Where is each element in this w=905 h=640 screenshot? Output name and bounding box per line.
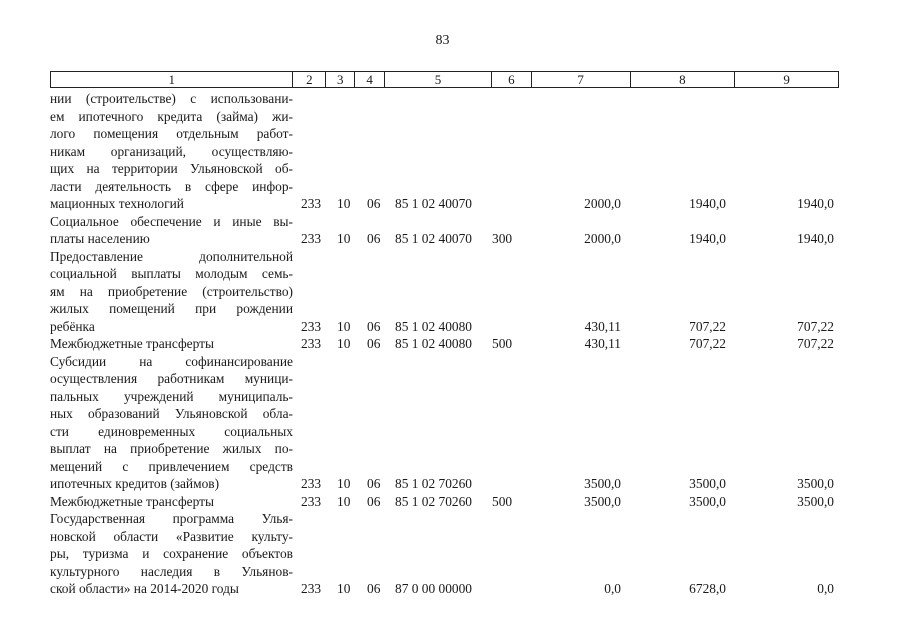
cell-c7: 430,11	[584, 318, 621, 334]
cell-c8: 1940,0	[689, 196, 726, 211]
cell-c3: 10	[337, 493, 351, 509]
description-line: сти единовременных социальных	[50, 423, 293, 439]
row-values	[50, 335, 850, 353]
table-row	[50, 335, 850, 353]
description-line: Социальное обеспечение и иные вы-	[50, 213, 293, 229]
description-line: ем ипотечного кредита (займа) жи-	[50, 108, 293, 124]
cell-c7: 2000,0	[584, 231, 621, 246]
description-line: ры, туризма и сохранение объектов	[50, 546, 293, 561]
row-values	[50, 230, 850, 248]
cell-c5: 85 1 02 70260	[395, 476, 472, 491]
header-col-4: 4	[355, 72, 385, 87]
table-row	[50, 248, 850, 336]
cell-c5: 85 1 02 40070	[395, 231, 472, 246]
description-line: ных образований Ульяновской обла-	[50, 406, 293, 421]
cell-c8: 3500,0	[689, 476, 726, 491]
description-line: платы населению	[50, 231, 150, 246]
description-line: Межбюджетные трансферты	[50, 493, 214, 509]
cell-c3: 10	[337, 581, 351, 596]
cell-c7: 430,11	[584, 336, 621, 351]
cell-c5: 85 1 02 40070	[395, 196, 472, 211]
table-row	[50, 213, 850, 248]
cell-c2: 233	[301, 196, 322, 211]
description-line: ской области» на 2014-2020 годы	[50, 581, 239, 596]
cell-c7: 0,0	[604, 581, 621, 596]
cell-c4: 06	[367, 231, 381, 246]
header-col-9: 9	[783, 72, 790, 87]
table-row	[50, 510, 850, 598]
cell-c9: 1940,0	[797, 231, 834, 246]
cell-c6: 500	[492, 336, 513, 351]
cell-c9: 0,0	[817, 581, 834, 596]
table-header	[50, 71, 839, 88]
cell-c9: 1940,0	[797, 196, 834, 211]
description-line: нии (строительстве) с использовани-	[50, 91, 293, 106]
cell-c2: 233	[301, 231, 322, 246]
description-line: никам организаций, осуществляю-	[50, 143, 293, 159]
description-line: культурного наследия в Ульянов-	[50, 563, 293, 579]
description-line: осуществления работникам муници-	[50, 371, 293, 386]
cell-c5: 85 1 02 40080	[395, 318, 472, 334]
cell-c9: 3500,0	[797, 493, 834, 509]
table-row	[50, 493, 850, 511]
table-row	[50, 353, 850, 493]
cell-c8: 707,22	[689, 336, 726, 351]
cell-c8: 1940,0	[689, 231, 726, 246]
cell-c2: 233	[301, 476, 322, 491]
description-line: выплат на приобретение жилых по-	[50, 441, 293, 456]
table-body	[50, 90, 850, 598]
table-row	[50, 90, 850, 213]
description-line: щих на территории Ульяновской об-	[50, 161, 293, 176]
cell-c4: 06	[367, 476, 381, 491]
cell-c5: 85 1 02 40080	[395, 336, 472, 351]
cell-c2: 233	[301, 336, 322, 351]
description-line: мещений с привлечением средств	[50, 458, 293, 474]
cell-c4: 06	[367, 581, 381, 596]
cell-c7: 2000,0	[584, 196, 621, 211]
row-values	[50, 195, 850, 213]
row-description	[50, 353, 293, 493]
description-line: Субсидии на софинансирование	[50, 353, 293, 369]
cell-c2: 233	[301, 318, 322, 334]
row-values	[50, 580, 850, 598]
description-line: лого помещения отдельным работ-	[50, 126, 293, 141]
cell-c3: 10	[337, 336, 351, 351]
cell-c8: 3500,0	[689, 493, 726, 509]
description-line: Государственная программа Улья-	[50, 511, 293, 526]
row-values	[50, 318, 850, 336]
cell-c9: 3500,0	[797, 476, 834, 491]
cell-c4: 06	[367, 493, 381, 509]
cell-c7: 3500,0	[584, 476, 621, 491]
cell-c6: 500	[492, 493, 513, 509]
cell-c5: 85 1 02 70260	[395, 493, 472, 509]
cell-c2: 233	[301, 493, 322, 509]
cell-c4: 06	[367, 318, 381, 334]
cell-c8: 6728,0	[689, 581, 726, 596]
cell-c4: 06	[367, 336, 381, 351]
description-line: ласти деятельность в сфере инфор-	[50, 178, 293, 194]
description-line: ребёнка	[50, 318, 95, 334]
description-line: Предоставление дополнительной	[50, 248, 293, 264]
cell-c3: 10	[337, 231, 351, 246]
cell-c7: 3500,0	[584, 493, 621, 509]
page-number: 83	[435, 33, 450, 48]
cell-c5: 87 0 00 00000	[395, 581, 472, 596]
header-col-2: 2	[293, 72, 326, 87]
header-col-3: 3	[326, 72, 355, 87]
cell-c4: 06	[367, 196, 381, 211]
description-line: новской области «Развитие культу-	[50, 528, 293, 544]
cell-c2: 233	[301, 581, 322, 596]
cell-c8: 707,22	[689, 318, 726, 334]
description-line: Межбюджетные трансферты	[50, 336, 214, 351]
cell-c6: 300	[492, 231, 513, 246]
description-line: ям на приобретение (строительство)	[50, 283, 293, 299]
row-values	[50, 475, 850, 493]
cell-c3: 10	[337, 318, 351, 334]
row-values	[50, 493, 850, 511]
header-col-5: 5	[385, 72, 492, 87]
cell-c9: 707,22	[797, 318, 834, 334]
description-line: социальной выплаты молодым семь-	[50, 266, 293, 281]
cell-c3: 10	[337, 476, 351, 491]
description-line: пальных учреждений муниципаль-	[50, 388, 293, 404]
cell-c3: 10	[337, 196, 351, 211]
header-col-8: 8	[631, 72, 736, 87]
header-col-7: 7	[532, 72, 631, 87]
header-col-6: 6	[492, 72, 532, 87]
description-line: мационных технологий	[50, 196, 184, 211]
cell-c9: 707,22	[797, 336, 834, 351]
description-line: жилых помещений при рождении	[50, 301, 293, 316]
description-line: ипотечных кредитов (займов)	[50, 476, 220, 491]
header-col-1: 1	[51, 72, 293, 87]
